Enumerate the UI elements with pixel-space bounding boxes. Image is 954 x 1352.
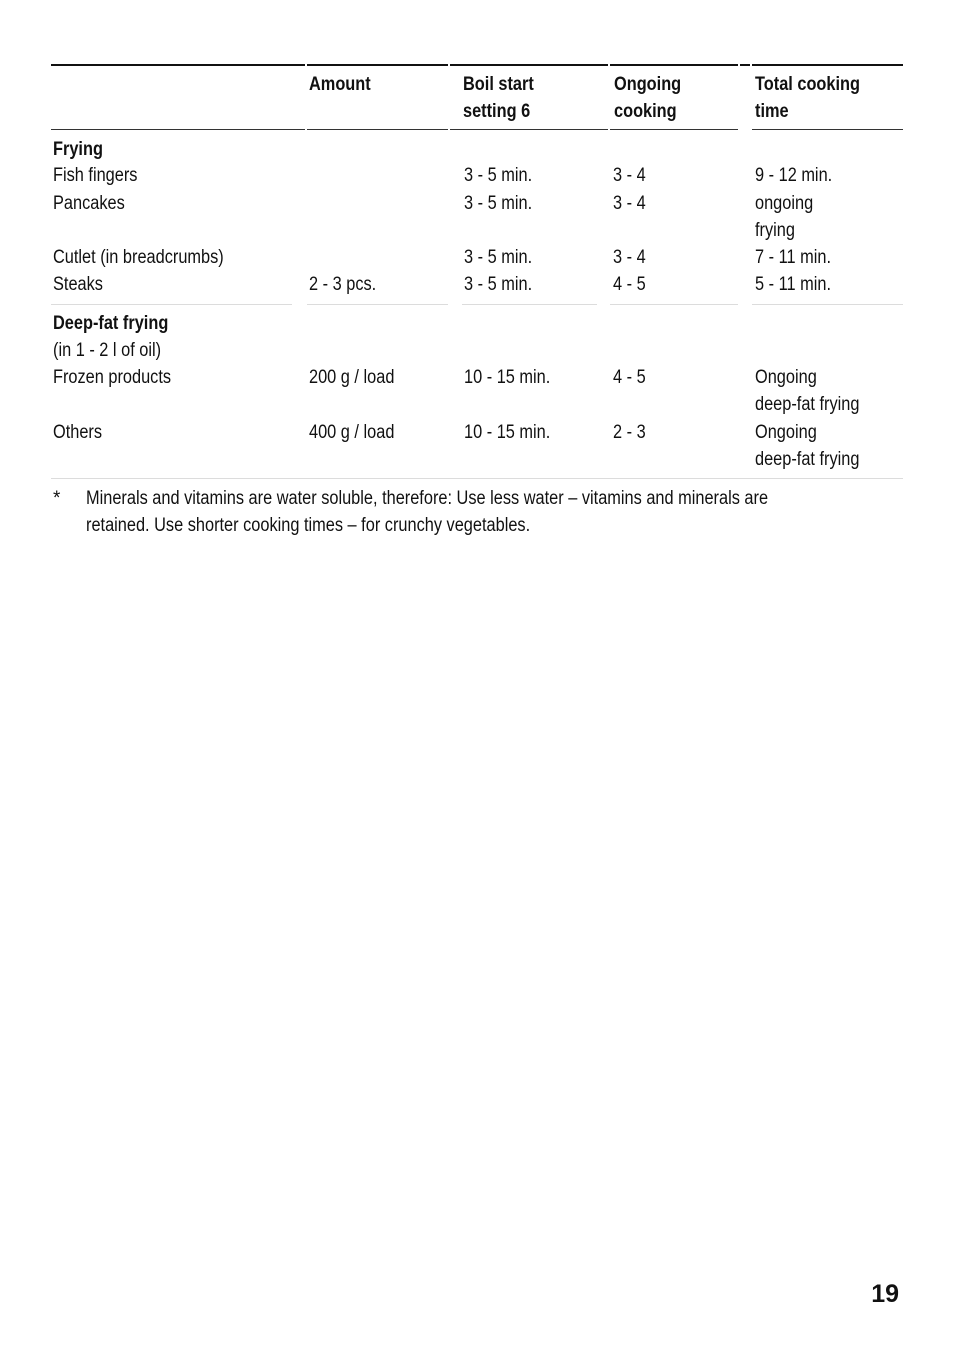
header-ongoing-cooking: cooking: [614, 101, 677, 122]
section-rule: [51, 304, 292, 305]
total-time-cont: frying: [755, 220, 795, 241]
boil-start-time: 3 - 5 min.: [464, 247, 533, 268]
table-top-rule: [610, 64, 738, 66]
total-time: Ongoing: [755, 422, 817, 443]
total-time: Ongoing: [755, 367, 817, 388]
ongoing-setting: 4 - 5: [613, 367, 646, 388]
section-subtitle: (in 1 - 2 l of oil): [53, 340, 162, 361]
section-rule: [462, 304, 597, 305]
food-name: Cutlet (in breadcrumbs): [53, 247, 224, 268]
table-top-rule: [752, 64, 903, 66]
table-top-rule: [450, 64, 608, 66]
ongoing-setting: 4 - 5: [613, 274, 646, 295]
page-number: 19: [871, 1280, 899, 1308]
total-time: ongoing: [755, 193, 814, 214]
table-bottom-rule: [51, 478, 903, 479]
boil-start-time: 3 - 5 min.: [464, 193, 533, 214]
total-time-cont: deep-fat frying: [755, 449, 860, 470]
boil-start-time: 3 - 5 min.: [464, 274, 533, 295]
amount: 2 - 3 pcs.: [309, 274, 377, 295]
food-name: Fish fingers: [53, 165, 138, 186]
table-top-rule: [307, 64, 448, 66]
footnote-line: retained. Use shorter cooking times – for crunchy vegetables.: [86, 515, 531, 536]
section-title-frying: Frying: [53, 139, 103, 160]
total-time-cont: deep-fat frying: [755, 394, 860, 415]
amount: 400 g / load: [309, 422, 395, 443]
food-name: Pancakes: [53, 193, 125, 214]
food-name: Others: [53, 422, 103, 443]
food-name: Steaks: [53, 274, 103, 295]
section-title-deep-fat-frying: Deep-fat frying: [53, 313, 169, 334]
header-amount: Amount: [309, 74, 371, 95]
table-top-rule: [740, 64, 750, 66]
ongoing-setting: 3 - 4: [613, 193, 646, 214]
header-rule: [450, 129, 608, 130]
boil-start-time: 3 - 5 min.: [464, 165, 533, 186]
ongoing-setting: 3 - 4: [613, 165, 646, 186]
boil-start-time: 10 - 15 min.: [464, 367, 551, 388]
ongoing-setting: 3 - 4: [613, 247, 646, 268]
amount: 200 g / load: [309, 367, 395, 388]
header-rule: [307, 129, 448, 130]
header-rule: [610, 129, 738, 130]
header-rule: [51, 129, 305, 130]
total-time: 7 - 11 min.: [755, 247, 831, 268]
header-total-cooking: Total cooking: [755, 74, 861, 95]
section-rule: [307, 304, 448, 305]
header-total-time: time: [755, 101, 789, 122]
total-time: 9 - 12 min.: [755, 165, 833, 186]
total-time: 5 - 11 min.: [755, 274, 831, 295]
footnote-line: Minerals and vitamins are water soluble, therefore: Use less water – vitamins and minerals are: [86, 488, 769, 509]
header-ongoing: Ongoing: [614, 74, 682, 95]
section-rule: [752, 304, 903, 305]
footnote-text: [86, 485, 877, 539]
ongoing-setting: 2 - 3: [613, 422, 646, 443]
header-boil-start: Boil start: [463, 74, 534, 95]
boil-start-time: 10 - 15 min.: [464, 422, 551, 443]
header-boil-start-setting: setting 6: [463, 101, 531, 122]
header-rule: [752, 129, 903, 130]
food-name: Frozen products: [53, 367, 172, 388]
footnote-marker: *: [53, 488, 61, 509]
table-top-rule: [51, 64, 305, 66]
section-rule: [610, 304, 738, 305]
